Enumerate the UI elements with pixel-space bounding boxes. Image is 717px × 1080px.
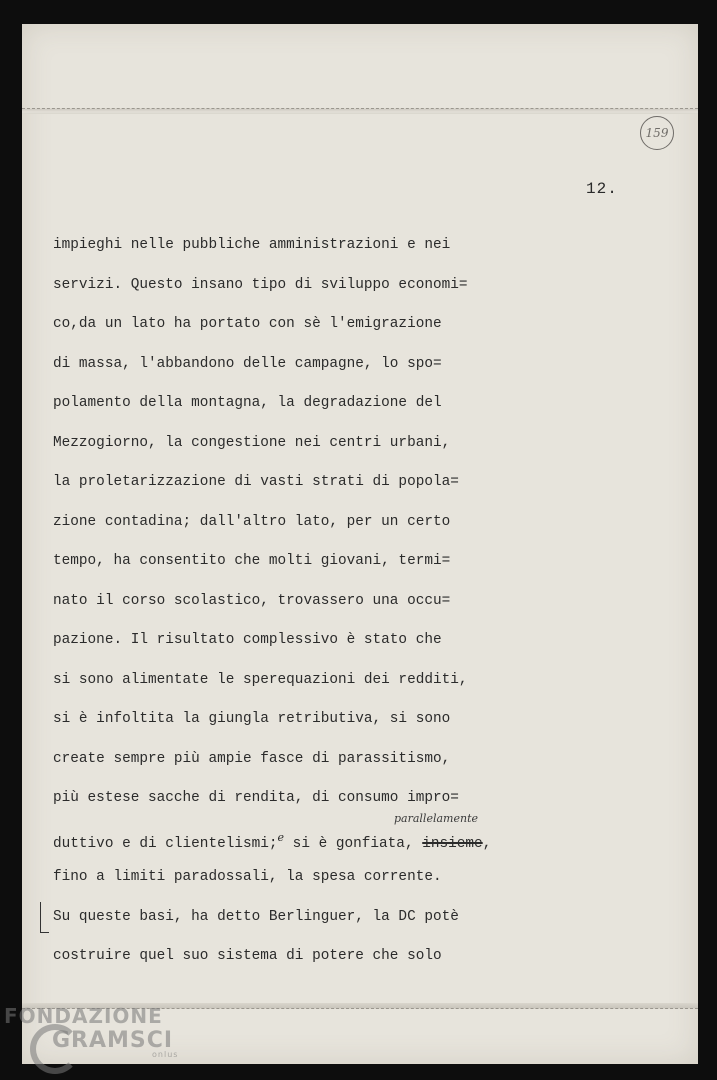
text-line: si sono alimentate le sperequazioni dei redditi,: [53, 671, 468, 688]
text-line: servizi. Questo insano tipo di sviluppo economi=: [53, 276, 468, 293]
typed-body-text: [53, 232, 613, 983]
text-line: più estese sacche di rendita, di consumo impro=: [53, 790, 459, 806]
text-line: Su queste basi, ha detto Berlinguer, la DC potè: [53, 908, 459, 925]
text-line: si è infoltita la giungla retributiva, si sono: [53, 711, 451, 727]
top-fold-strip: [22, 108, 698, 114]
text-line: costruire quel suo sistema di potere che solo: [53, 948, 442, 964]
text-line: pazione. Il risultato complessivo è stato che: [53, 632, 442, 648]
text-line: nato il corso scolastico, trovassero una occu=: [53, 592, 451, 609]
text-line: Mezzogiorno, la congestione nei centri urbani,: [53, 434, 451, 451]
handwritten-insertion: e: [277, 830, 285, 844]
handwritten-margin-note: parallelamente: [394, 812, 478, 825]
text-line: polamento della montagna, la degradazione del: [53, 395, 442, 411]
watermark-line1: FONDAZIONE: [4, 1004, 163, 1028]
margin-bracket-mark: [40, 902, 49, 933]
watermark-line3: onlus: [152, 1050, 179, 1059]
watermark-line2: GRAMSCI: [52, 1028, 174, 1053]
page-number: 12.: [586, 180, 618, 198]
text-line: tempo, ha consentito che molti giovani, termi=: [53, 553, 451, 569]
struck-out-word: insieme: [422, 835, 483, 852]
line-segment: si è gonfiata,: [284, 835, 423, 852]
text-line-with-correction: [53, 825, 613, 865]
text-line: zione contadina; dall'altro lato, per un certo: [53, 513, 451, 530]
archive-number-stamp: 159: [640, 116, 674, 150]
watermark: [4, 1004, 179, 1059]
text-line: co,da un lato ha portato con sè l'emigrazione: [53, 316, 442, 332]
text-line: di massa, l'abbandono delle campagne, lo spo=: [53, 355, 442, 372]
text-line: fino a limiti paradossali, la spesa corrente.: [53, 869, 442, 885]
text-line: la proletarizzazione di vasti strati di popola=: [53, 474, 459, 490]
line-segment: ,: [482, 835, 492, 852]
text-line: impieghi nelle pubbliche amministrazioni e nei: [53, 237, 451, 253]
line-segment: duttivo e di clientelismi;: [53, 835, 278, 852]
text-line: create sempre più ampie fasce di parassitismo,: [53, 750, 451, 767]
